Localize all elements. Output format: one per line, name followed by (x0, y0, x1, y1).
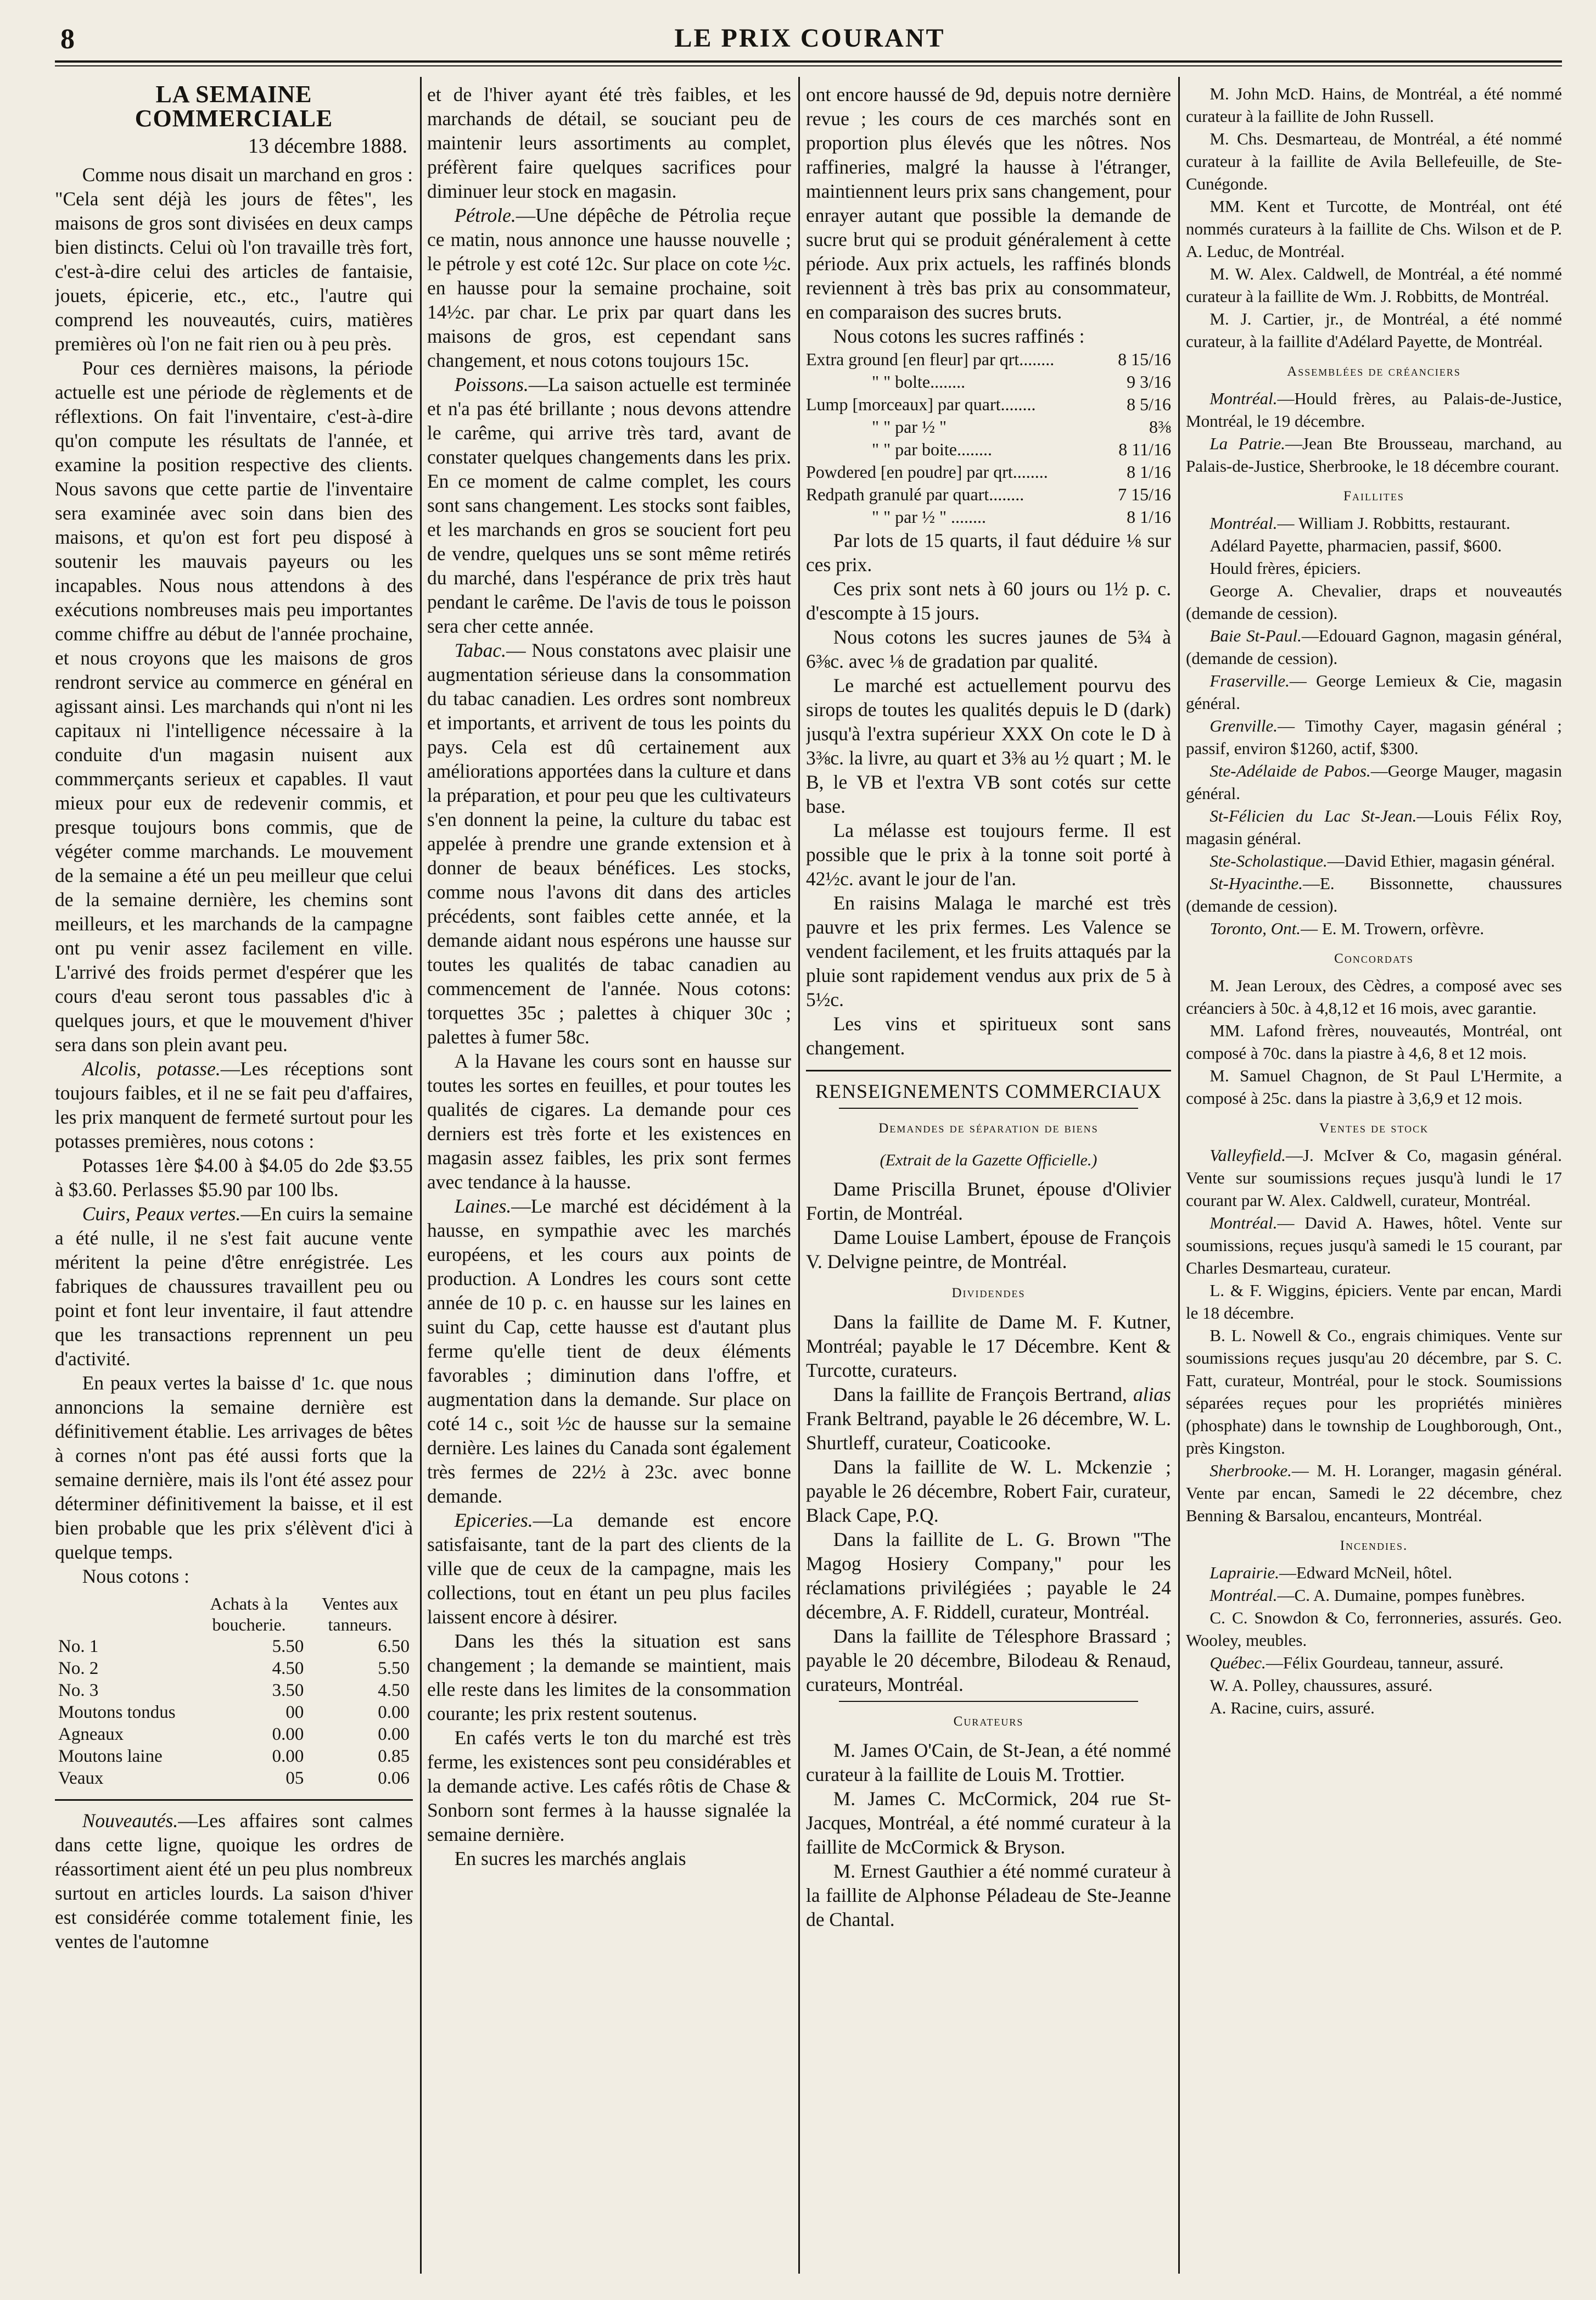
paragraph: Le marché est actuellement pourvu des sirops de toutes les qualités depuis le D (dark) jusqu'à l'extra supérieur XXX On cote le D à 3⅜c. la livre, au quart et 3⅜ au ½ quart ; M. le B, le VB et l'extra VB sont cotés sur cette base. (806, 674, 1171, 817)
cell: 0.00 (272, 1746, 304, 1766)
paragraph: M. John McD. Hains, de Montréal, a été nommé curateur à la faillite de John Russell. (1186, 84, 1562, 126)
paragraph-text: —Hould frères, au Palais-de-Justice, Montréal, le 19 décembre. (1186, 389, 1562, 431)
rubric: Pétrole. (454, 204, 516, 226)
paragraph-text: —Edward McNeil, hôtel. (1279, 1563, 1453, 1582)
cell: 8 1/16 (1127, 462, 1171, 482)
paragraph (1186, 387, 1562, 432)
paragraph: En raisins Malaga le marché est très pauvre et les prix fermes. Les Valence se vendent facilement, et les fruits attaqués par la pluie sont rapidement vendus aux prix de 5 à 5½c. (806, 892, 1171, 1011)
place-name: St-Hyacinthe. (1209, 874, 1303, 893)
table-row (806, 393, 1171, 416)
gazette-note (806, 1148, 1171, 1173)
paragraph-text: —En cuirs la semaine a été nulle, il ne s'est fait aucune vente méritent la peine d'être enrégistrée. Les fabriques de chaussures travaillent peu ou point et font leur inventaire, il faut attendre que les transactions reprennent un peu d'activité. (55, 1203, 413, 1370)
paragraph (55, 1057, 413, 1153)
column-1 (55, 82, 413, 2274)
paragraph-text: — Nous constatons avec plaisir une augmentation sérieuse dans la consommation du tabac canadien. Les ordres sont nombreux et importants, et arrivent de tous les points du pays. Cela est dû certainement aux améliorations apportées dans la culture et dans la préparation, et pour peu que les cultivateurs s'en donnent la peine, la culture du tabac est appelée à prendre une grande extension et à donner de beaux bénéfices. Les stocks, comme nous l'avons dit dans des articles précédents, sont faibles cette année, et la demande aidant nous espérons une hausse sur toutes les qualités de tabac canadien au commencement de l'année. Nous cotons: torquettes 35c ; palettes à chiquer 30c ; palettes à fumer 58c. (427, 639, 791, 1048)
column-rule-3 (1178, 77, 1180, 2274)
place-name: Québec. (1209, 1653, 1266, 1672)
column-3 (806, 82, 1171, 2274)
paragraph-text: —La saison actuelle est terminée et n'a pas été brillante ; nous devons attendre le carême, qui arrive très tard, avant de constater quelques changements dans les prix. En ce moment de calme complet, les cours sont sans changement. Les stocks sont faibles, et les marchands en gros se soucient fort peu de vendre, quelques uns se sont même retirés du marché, dans l'espérance de prix très haut pendant le carême. De l'avis de tous le poisson sera cher cette année. (427, 373, 791, 637)
rubric: Epiceries. (454, 1509, 533, 1531)
cell: 05 (285, 1768, 304, 1788)
place-name: Montréal. (1209, 389, 1278, 408)
cell: 7 15/16 (1118, 484, 1171, 504)
cell: 8 1/16 (1127, 507, 1171, 527)
paragraph: Par lots de 15 quarts, il faut déduire ⅛ sur ces prix. (806, 529, 1171, 576)
paragraph (1186, 432, 1562, 477)
paragraph: En sucres les marchés anglais (454, 1847, 686, 1869)
paragraph (55, 1808, 413, 1953)
price-table (55, 1593, 413, 1789)
paragraph: Nous cotons les sucres raffinés : (833, 325, 1085, 347)
paragraph: Comme nous disait un marchand en gros : "Cela sent déjà les jours de fêtes", les maisons de gros sont divisées en deux camps bien distincts. Celui où l'on travaille très fort, c'est-à-dire celui des articles de fantaisie, jouets, épicerie, etc., etc., l'autre qui comprend les nouveautés, cuirs, matières premières où l'on ne fait rien ou à peu près. (55, 164, 413, 355)
masthead-rule-thin (55, 65, 1562, 66)
column-header: Ventes aux tanneurs. (321, 1594, 399, 1634)
table-row (55, 1745, 413, 1767)
paragraph (1186, 1144, 1562, 1212)
paragraph-text: —J. McIver & Co, magasin général. Vente sur soumissions reçues jusqu'à lundi le 17 courant par W. Alex. Caldwell, curateur, Montréal. (1186, 1146, 1562, 1210)
paragraph: A. Racine, cuirs, assuré. (1209, 1698, 1375, 1717)
paragraph (55, 1202, 413, 1371)
table-row (55, 1767, 413, 1789)
paragraph-text: —George Mauger, magasin général. (1186, 761, 1562, 803)
paragraph: M. James C. McCormick, 204 rue St-Jacques, Montréal, a été nommé curateur à la faillite de McCormick & Bryson. (806, 1788, 1171, 1858)
cell: 8 5/16 (1127, 394, 1171, 414)
gazette-note-text: (Extrait de la Gazette Officielle.) (880, 1151, 1097, 1169)
paragraph: M. J. Cartier, jr., de Montréal, a été nommé curateur, à la faillite d'Adélard Payette, de Montréal. (1186, 309, 1562, 351)
paragraph (1186, 1212, 1562, 1279)
paragraph: Hould frères, épiciers. (1209, 559, 1361, 578)
cell: 4.50 (272, 1659, 304, 1678)
paragraph-text: —Une dépêche de Pétrolia reçue ce matin, nous annonce une hausse nouvelle ; le pétrole y est coté 12c. Sur place on cote ½c. en hausse pour la semaine prochaine, soit 14½c. par char. Le prix par quart dans les maisons de gros, est cependant sans changement, et nous cotons toujours 15c. (427, 204, 791, 371)
row-label: Extra ground [en fleur] par qrt........ (806, 349, 1055, 369)
paragraph (1186, 1584, 1562, 1606)
paragraph-text: —Le marché est décidément à la hausse, en sympathie avec les marchés européens, et les cours aux points de production. A Londres les cours sont cette année de 10 p. c. en hausse sur les laines en suint du Cap, cette hausse est d'autant plus ferme qu'elle tient de deux éléments favorables ; diminution dans l'offre, et augmentation dans la demande. Sur place on coté 14 c., soit ½c de hausse sur la semaine dernière. Les laines du Canada sont également très fermes de 22½ à 23c. avec bonne demande. (427, 1195, 791, 1507)
paragraph: W. A. Polley, chaussures, assuré. (1209, 1676, 1433, 1695)
table-row (806, 506, 1171, 528)
paragraph (1186, 669, 1562, 714)
rule (839, 1108, 1138, 1109)
paragraph: M. Ernest Gauthier a été nommé curateur à la faillite de Alphonse Péladeau de Ste-Jeanne de Chantal. (806, 1860, 1171, 1930)
paragraph-text: —Jean Bte Brousseau, marchand, au Palais-de-Justice, Sherbrooke, le 18 décembre courant. (1186, 434, 1562, 476)
page-number: 8 (60, 24, 75, 55)
paragraph: Dans la faillite de Télesphore Brassard ; payable le 20 décembre, Bilodeau & Renaud, curateurs, Montréal. (806, 1625, 1171, 1695)
paragraph (1186, 917, 1562, 940)
cell: 00 (285, 1702, 304, 1722)
paragraph (1186, 760, 1562, 805)
paragraph-text: — Timothy Cayer, magasin général ; passif, environ $1260, actif, $300. (1186, 716, 1562, 758)
cell: 0.00 (378, 1702, 410, 1722)
subheading: Dividendes (951, 1286, 1026, 1300)
sugar-price-list (806, 348, 1171, 528)
table-row (806, 438, 1171, 461)
paragraph: Dans la faillite de Dame M. F. Kutner, Montréal; payable le 17 Décembre. Kent & Turcotte, curateurs. (806, 1311, 1171, 1381)
cell: 8 15/16 (1118, 349, 1171, 369)
rubric: Cuirs, Peaux vertes. (82, 1203, 241, 1225)
row-label: " " par boite........ (872, 439, 992, 459)
paragraph-text: —Félix Gourdeau, tanneur, assuré. (1265, 1653, 1504, 1672)
place-name: Fraserville. (1209, 671, 1290, 690)
paragraph-text: — George Lemieux & Cie, magasin général. (1186, 671, 1562, 713)
place-name: Sherbrooke. (1209, 1461, 1292, 1480)
paragraph (427, 638, 791, 1049)
rubric: Poissons. (454, 373, 529, 395)
table-row (55, 1635, 413, 1657)
place-name: La Patrie. (1209, 434, 1286, 453)
table-row (55, 1701, 413, 1723)
rule (839, 1701, 1138, 1702)
row-label: No. 3 (58, 1681, 99, 1700)
rubric: Tabac. (454, 639, 507, 661)
paragraph-text: — William J. Robbitts, restaurant. (1277, 513, 1510, 533)
row-label: Redpath granulé par quart........ (806, 484, 1024, 504)
paragraph: M. James O'Cain, de St-Jean, a été nommé curateur à la faillite de Louis M. Trottier. (806, 1739, 1171, 1785)
column-rule-2 (798, 77, 800, 2274)
paragraph: ont encore haussé de 9d, depuis notre dernière revue ; les cours de ces marchés sont en proportion plus élevés que les nôtres. Nos raffineries, malgré la hausse à l'étranger, maintiennent leurs prix sans changement, pour enrayer autant que possible la demande de sucre brut qui se produit généralement à cette période. Aux prix actuels, les raffinés blonds reviennent à très bas prix au consommateur, en comparaison des sucres bruts. (806, 83, 1171, 323)
cell: 8⅜ (1149, 417, 1171, 437)
place-name: Ste-Scholastique. (1209, 851, 1328, 870)
cell: 0.85 (378, 1746, 410, 1766)
place-name: St-Félicien du Lac St-Jean. (1209, 806, 1417, 825)
cell: 8 11/16 (1118, 439, 1171, 459)
place-name: Valleyfield. (1209, 1146, 1286, 1165)
paragraph-text: —E. Bissonnette, chaussures (demande de cession). (1186, 874, 1562, 915)
paragraph-text: — E. M. Trowern, orfèvre. (1301, 919, 1485, 938)
paragraph (1186, 512, 1562, 534)
cell: 5.50 (272, 1637, 304, 1656)
subheading: Faillites (1343, 489, 1404, 504)
paragraph: Dans la faillite de W. L. Mckenzie ; payable le 26 décembre, Robert Fair, curateur, Black Cape, P.Q. (806, 1456, 1171, 1526)
paragraph: C. C. Snowdon & Co, ferronneries, assurés. Geo. Wooley, meubles. (1186, 1608, 1562, 1650)
paragraph (427, 1508, 791, 1629)
paragraph: Pour ces dernières maisons, la période actuelle est une période de règlements et de réflextions. On fait l'inventaire, c'est-à-dire qu'on compute les résultats de l'année, et examine la position respective des clients. Nous savons que cette partie de l'inventaire sera examinée avec soin dans bien des maisons, et qu'on est fort peu disposé à soutenir les mauvais payeurs ou les incapables. Nous nous attendons à des exécutions nombreuses mais peu importantes comme chiffre au début de l'année prochaine, et nous croyons que les maisons de gros rendront service au commerce en général en agissant ainsi. Les marchands qui n'ont ni les capitaux ni l'intelligence nécessaire à la conduite d'un magasin nuisent aux commmerçants serieux et capables. Il vaut mieux pour eux de redevenir commis, et presque toujours bons commis, que de végéter comme marchands. Le mouvement de la semaine a été un peu meilleur que celui de la semaine dernière, les chemins sont meilleurs, et les marchands de la campagne ont pu venir assez facilement en ville. L'arrivé des froids permet d'espérer que les cours d'eau seront tous passables d'ic à quelques jours, et que le mouvement d'hiver sera dans son plein avant peu. (55, 357, 413, 1056)
column-2 (427, 82, 791, 2274)
paragraph (1186, 872, 1562, 917)
paragraph-text: —Les affaires sont calmes dans cette ligne, quoique les ordres de réassortiment aient été un peu plus nombreux surtout en articles lourds. La saison d'hiver est considérée comme totalement finie, les ventes de l'automne (55, 1810, 413, 1952)
paragraph: M. W. Alex. Caldwell, de Montréal, a été nommé curateur à la faillite de Wm. J. Robbitts, de Montréal. (1186, 264, 1562, 306)
cell: 0.00 (378, 1724, 410, 1744)
paragraph (1186, 1459, 1562, 1527)
paragraph: L. & F. Wiggins, épiciers. Vente par encan, Mardi le 18 décembre. (1186, 1281, 1562, 1322)
paragraph: Dans la faillite de L. G. Brown "The Magog Hosiery Company," pour les réclamations privilégiées ; payable le 24 décembre, A. F. Riddell, curateur, Montréal. (806, 1528, 1171, 1623)
subheading: Incendies. (1340, 1538, 1408, 1553)
paragraph: Les vins et spiritueux sont sans changement. (806, 1013, 1171, 1059)
rubric: Nouveautés. (82, 1810, 178, 1832)
place-name: Montréal. (1209, 1213, 1278, 1232)
table-row (806, 461, 1171, 483)
paragraph: La mélasse est toujours ferme. Il est possible que le prix à la tonne soit porté à 42½c. avant le jour de l'an. (806, 819, 1171, 890)
paragraph (1186, 624, 1562, 669)
row-label: " " par ½ " (872, 417, 947, 437)
paragraph: Ces prix sont nets à 60 jours ou 1½ p. c. d'escompte à 15 jours. (806, 578, 1171, 624)
row-label: Powdered [en poudre] par qrt........ (806, 462, 1048, 482)
paragraph (1186, 805, 1562, 850)
row-label: " " bolte........ (872, 372, 966, 392)
paragraph: MM. Kent et Turcotte, de Montréal, ont été nommés curateurs à la faillite de Chs. Wilson et de P. A. Leduc, de Montréal. (1186, 197, 1562, 261)
paragraph-text: —Edouard Gagnon, magasin général, (demande de cession). (1186, 626, 1562, 668)
section-heading: LA SEMAINE COMMERCIALE (135, 82, 333, 132)
place-name: Toronto, Ont. (1209, 919, 1301, 938)
row-label: No. 1 (58, 1637, 99, 1656)
paragraph (1186, 850, 1562, 872)
paragraph (1186, 1651, 1562, 1674)
place-name: Baie St-Paul. (1209, 626, 1302, 645)
paragraph: Adélard Payette, pharmacien, passif, $600. (1209, 536, 1502, 555)
row-label: Veaux (58, 1768, 104, 1788)
paragraph-text: Dans la faillite de François Bertrand, (833, 1383, 1127, 1405)
paragraph: M. Chs. Desmarteau, de Montréal, a été nommé curateur à la faillite de Avila Bellefeuille, de Ste-Cunégonde. (1186, 129, 1562, 193)
cell: 4.50 (378, 1681, 410, 1700)
cell: 0.06 (378, 1768, 410, 1788)
paragraph (427, 203, 791, 372)
place-name: Laprairie. (1209, 1563, 1279, 1582)
place-name: Ste-Adélaide de Pabos. (1209, 761, 1371, 780)
paragraph: M. Samuel Chagnon, de St Paul L'Hermite, a composé à 25c. dans la piastre à 3,6,9 et 12 mois. (1186, 1066, 1562, 1108)
cell: 0.00 (272, 1724, 304, 1744)
dateline: 13 décembre 1888. (248, 135, 407, 158)
subheading: Ventes de stock (1319, 1121, 1429, 1136)
rubric: Alcolis, potasse. (82, 1058, 221, 1080)
paragraph-text: — David A. Hawes, hôtel. Vente sur soumissions, reçues jusqu'à samedi le 15 courant, par Charles Desmarteau, curateur. (1186, 1213, 1562, 1277)
paragraph-text: — M. H. Loranger, magasin général. Vente par encan, Samedi le 22 décembre, chez Benning & Barsalou, encanteurs, Montréal. (1186, 1461, 1562, 1525)
paragraph (806, 1382, 1171, 1455)
row-label: No. 2 (58, 1659, 99, 1678)
subheading: Concordats (1334, 951, 1414, 966)
paragraph: En peaux vertes la baisse d' 1c. que nous annoncions la semaine dernière est définitivement établie. Les arrivages de bêtes à cornes n'ont pas été aussi forts que la semaine dernière, mais ils l'ont été assez pour déterminer définitivement la baisse, et il est bien probable que les prix s'élèvent d'ici à quelque temps. (55, 1372, 413, 1563)
alias-word: alias (1133, 1383, 1171, 1405)
paragraph (1186, 1561, 1562, 1584)
row-label: Lump [morceaux] par quart........ (806, 394, 1036, 414)
cell: 6.50 (378, 1637, 410, 1656)
paragraph-text: Frank Beltrand, payable le 26 décembre, W. L. Shurtleff, curateur, Coaticooke. (806, 1408, 1171, 1454)
paragraph: George A. Chevalier, draps et nouveautés (demande de cession). (1186, 581, 1562, 623)
paragraph (427, 372, 791, 638)
subheading: Demandes de séparation de biens (878, 1121, 1099, 1136)
paragraph: M. Jean Leroux, des Cèdres, a composé avec ses créanciers à 50c. à 4,8,12 et 16 mois, avec garantie. (1186, 976, 1562, 1018)
row-label: Moutons laine (58, 1746, 163, 1766)
paragraph: et de l'hiver ayant été très faibles, et les marchands de détail, se souciant peu de maintenir leurs assortiments au complet, préfèrent faire quelques sacrifices pour diminuer leur stock en magasin. (427, 83, 791, 202)
subheading: Assemblées de créanciers (1287, 364, 1461, 379)
cell: 3.50 (272, 1681, 304, 1700)
section-divider (806, 1070, 1171, 1071)
place-name: Montréal. (1209, 1586, 1278, 1605)
rubric: Laines. (454, 1195, 512, 1217)
table-row (806, 371, 1171, 393)
paragraph: Potasses 1ère $4.00 à $4.05 do 2de $3.55 à $3.60. Perlasses $5.90 par 100 lbs. (55, 1154, 413, 1201)
masthead (60, 23, 1559, 55)
paragraph: Dame Louise Lambert, épouse de François V. Delvigne peintre, de Montréal. (806, 1226, 1171, 1272)
table-row (806, 348, 1171, 371)
cell: 5.50 (378, 1659, 410, 1678)
paragraph-text: —Les réceptions sont toujours faibles, et il ne se fait peu d'affaires, les prix manquent de fermeté surtout pour les potasses premières, nous cotons : (55, 1058, 413, 1152)
table-row (806, 416, 1171, 438)
column-4 (1186, 82, 1562, 2274)
subheading: Curateurs (953, 1714, 1024, 1729)
cell: 9 3/16 (1127, 372, 1171, 392)
paragraph: B. L. Nowell & Co., engrais chimiques. Vente sur soumissions reçues jusqu'au 20 décembre, par S. C. Fatt, curateur, Montréal, pour le stock. Soumissions séparées reçues pour les propriétés minières (phosphate) dans le township de Loughborough, Ont., près Kingston. (1186, 1326, 1562, 1458)
paragraph: Dame Priscilla Brunet, épouse d'Olivier Fortin, de Montréal. (806, 1178, 1171, 1224)
paragraph: Nous cotons les sucres jaunes de 5¾ à 6⅜c. avec ⅛ de gradation par qualité. (806, 626, 1171, 672)
section-divider (55, 1799, 413, 1801)
paragraph: Dans les thés la situation est sans changement ; la demande se maintient, mais elle reste dans les limites de la consommation courante; les prix restent soutenus. (427, 1630, 791, 1724)
table-row (55, 1679, 413, 1701)
paragraph-text: —C. A. Dumaine, pompes funèbres. (1277, 1586, 1525, 1605)
paragraph: Nous cotons : (82, 1565, 189, 1587)
column-rule-1 (420, 77, 422, 2274)
row-label: " " par ½ " ........ (872, 507, 987, 527)
place-name: Montréal. (1209, 513, 1278, 533)
paragraph-text: —David Ethier, magasin général. (1327, 851, 1555, 870)
newspaper-title: LE PRIX COURANT (674, 24, 945, 53)
row-label: Moutons tondus (58, 1702, 176, 1722)
row-label: Agneaux (58, 1724, 124, 1744)
column-header: Achats à la boucherie. (210, 1594, 288, 1634)
paragraph (1186, 714, 1562, 760)
paragraph-text: —La demande est encore satisfaisante, tant de la part des clients de la ville que de ceux de la campagne, mais les collections, tout en étant un peu plus faciles laissent encore à désirer. (427, 1509, 791, 1628)
table-header-row (55, 1593, 413, 1635)
place-name: Grenville. (1209, 716, 1278, 735)
paragraph: MM. Lafond frères, nouveautés, Montréal, ont composé à 70c. dans la piastre à 4,6, 8 et 12 mois. (1186, 1021, 1562, 1063)
table-row (55, 1657, 413, 1679)
table-row (55, 1723, 413, 1745)
section-heading: RENSEIGNEMENTS COMMERCIAUX (815, 1080, 1162, 1102)
paragraph (427, 1194, 791, 1508)
table-row (806, 483, 1171, 506)
paragraph: A la Havane les cours sont en hausse sur toutes les sortes en feuilles, et pour toutes les qualités de cigares. La demande pour ces derniers est très forte et les existences en magasin assez faibles, les prix sont fermes avec tendance à la hausse. (427, 1050, 791, 1193)
paragraph: En cafés verts le ton du marché est très ferme, les existences sont peu considérables et la demande active. Les cafés rôtis de Chase & Sonborn sont fermes à la hausse signalée la semaine dernière. (427, 1727, 791, 1845)
masthead-rule (55, 60, 1562, 63)
paragraph-text: —Louis Félix Roy, magasin général. (1186, 806, 1562, 848)
